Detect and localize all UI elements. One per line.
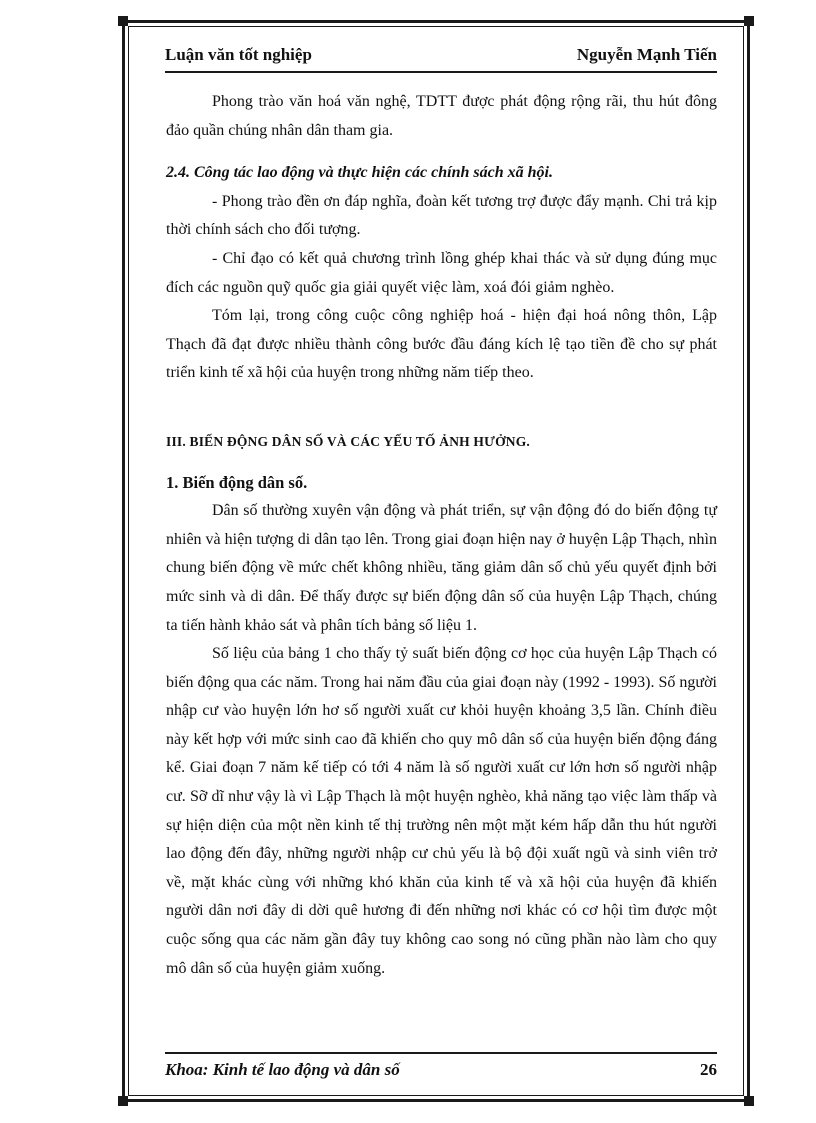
paragraph-3-1-b: Số liệu của bảng 1 cho thấy tỷ suất biến động cơ học của huyện Lập Thạch có biến động qua các năm. Trong hai năm đầu của giai đoạn này (1992 - 1993). Số người nhập cư vào huyện lớn hơ số người xuất cư khỏi huyện khoảng 3,5 lần. Chính điều này kết hợp với mức sinh cao đã khiến cho quy mô dân số của huyện biến động đáng kể. Giai đoạn 7 năm kế tiếp có tới 4 năm là số người xuất cư lớn hơn số người nhập cư. Sỡ dĩ như vậy là vì Lập Thạch là một huyện nghèo, khả năng tạo việc làm thấp và sự hiện diện của một nền kinh tế thị trường nên một mặt kém hấp dẫn thu hút người lao động đến đây, những người nhập cư chủ yếu là bộ đội xuất ngũ và sinh viên trở về, mặt khác cùng với những khó khăn của kinh tế và xã hội của huyện đã khiến người dân nơi đây di dời quê hương đi đến những nơi khác có cơ hội tìm được một cuộc sống qua các năm gần đây tuy không cao song nó cũng phần nào làm cho quy mô dân số của huyện giảm xuống. [166, 645, 717, 977]
paragraph-intro: Phong trào văn hoá văn nghệ, TDTT được phát động rộng rãi, thu hút đông đảo quần chúng nhân dân tham gia. [166, 93, 717, 139]
border-corner-top-right [744, 16, 754, 26]
spacer [166, 388, 717, 428]
section-heading-2-4: 2.4. Công tác lao động và thực hiện các chính sách xã hội. [166, 164, 553, 182]
chapter-heading-3: III. BIẾN ĐỘNG DÂN SỐ VÀ CÁC YẾU TỐ ẢNH HƯỞNG. [166, 433, 530, 449]
border-corner-bottom-right [744, 1096, 754, 1106]
page-footer [165, 1052, 717, 1084]
border-corner-bottom-left [118, 1096, 128, 1106]
spacer [166, 457, 717, 469]
header-thesis-title: Luận văn tốt nghiệp [165, 45, 312, 64]
page-number: 26 [700, 1060, 717, 1079]
spacer [166, 145, 717, 159]
paragraph-2-4-b: - Chỉ đạo có kết quả chương trình lồng ghép khai thác và sử dụng đúng mục đích các nguồn quỹ quốc gia giải quyết việc làm, xoá đói giảm nghèo. [166, 249, 717, 296]
page-header [165, 45, 717, 73]
header-author-name: Nguyễn Mạnh Tiến [576, 45, 717, 64]
section-heading-3-1: 1. Biến động dân số. [166, 472, 308, 492]
page-body [166, 88, 717, 983]
paragraph-2-4-a: - Phong trào đền ơn đáp nghĩa, đoàn kết tương trợ được đẩy mạnh. Chi trả kịp thời chính sách cho đối tượng. [166, 192, 717, 239]
paragraph-3-1-a: Dân số thường xuyên vận động và phát triển, sự vận động đó do biến động tự nhiên và hiện tượng di dân tạo lên. Trong giai đoạn hiện nay ở huyện Lập Thạch, nhìn chung biến động về mức chết không nhiều, tăng giảm dân số chủ yếu quyết định bởi mức sinh và di dân. Để thấy được sự biến động dân số của huyện Lập Thạch, chúng ta tiến hành khảo sát và phân tích bảng số liệu 1. [166, 502, 717, 634]
footer-faculty: Khoa: Kinh tế lao động và dân số [165, 1060, 400, 1079]
paragraph-summary: Tóm lại, trong công cuộc công nghiệp hoá - hiện đại hoá nông thôn, Lập Thạch đã đạt được nhiều thành công bước đầu đáng kích lệ tạo tiền đề cho sự phát triển kinh tế xã hội của huyện trong những năm tiếp theo. [166, 307, 717, 382]
border-corner-top-left [118, 16, 128, 26]
